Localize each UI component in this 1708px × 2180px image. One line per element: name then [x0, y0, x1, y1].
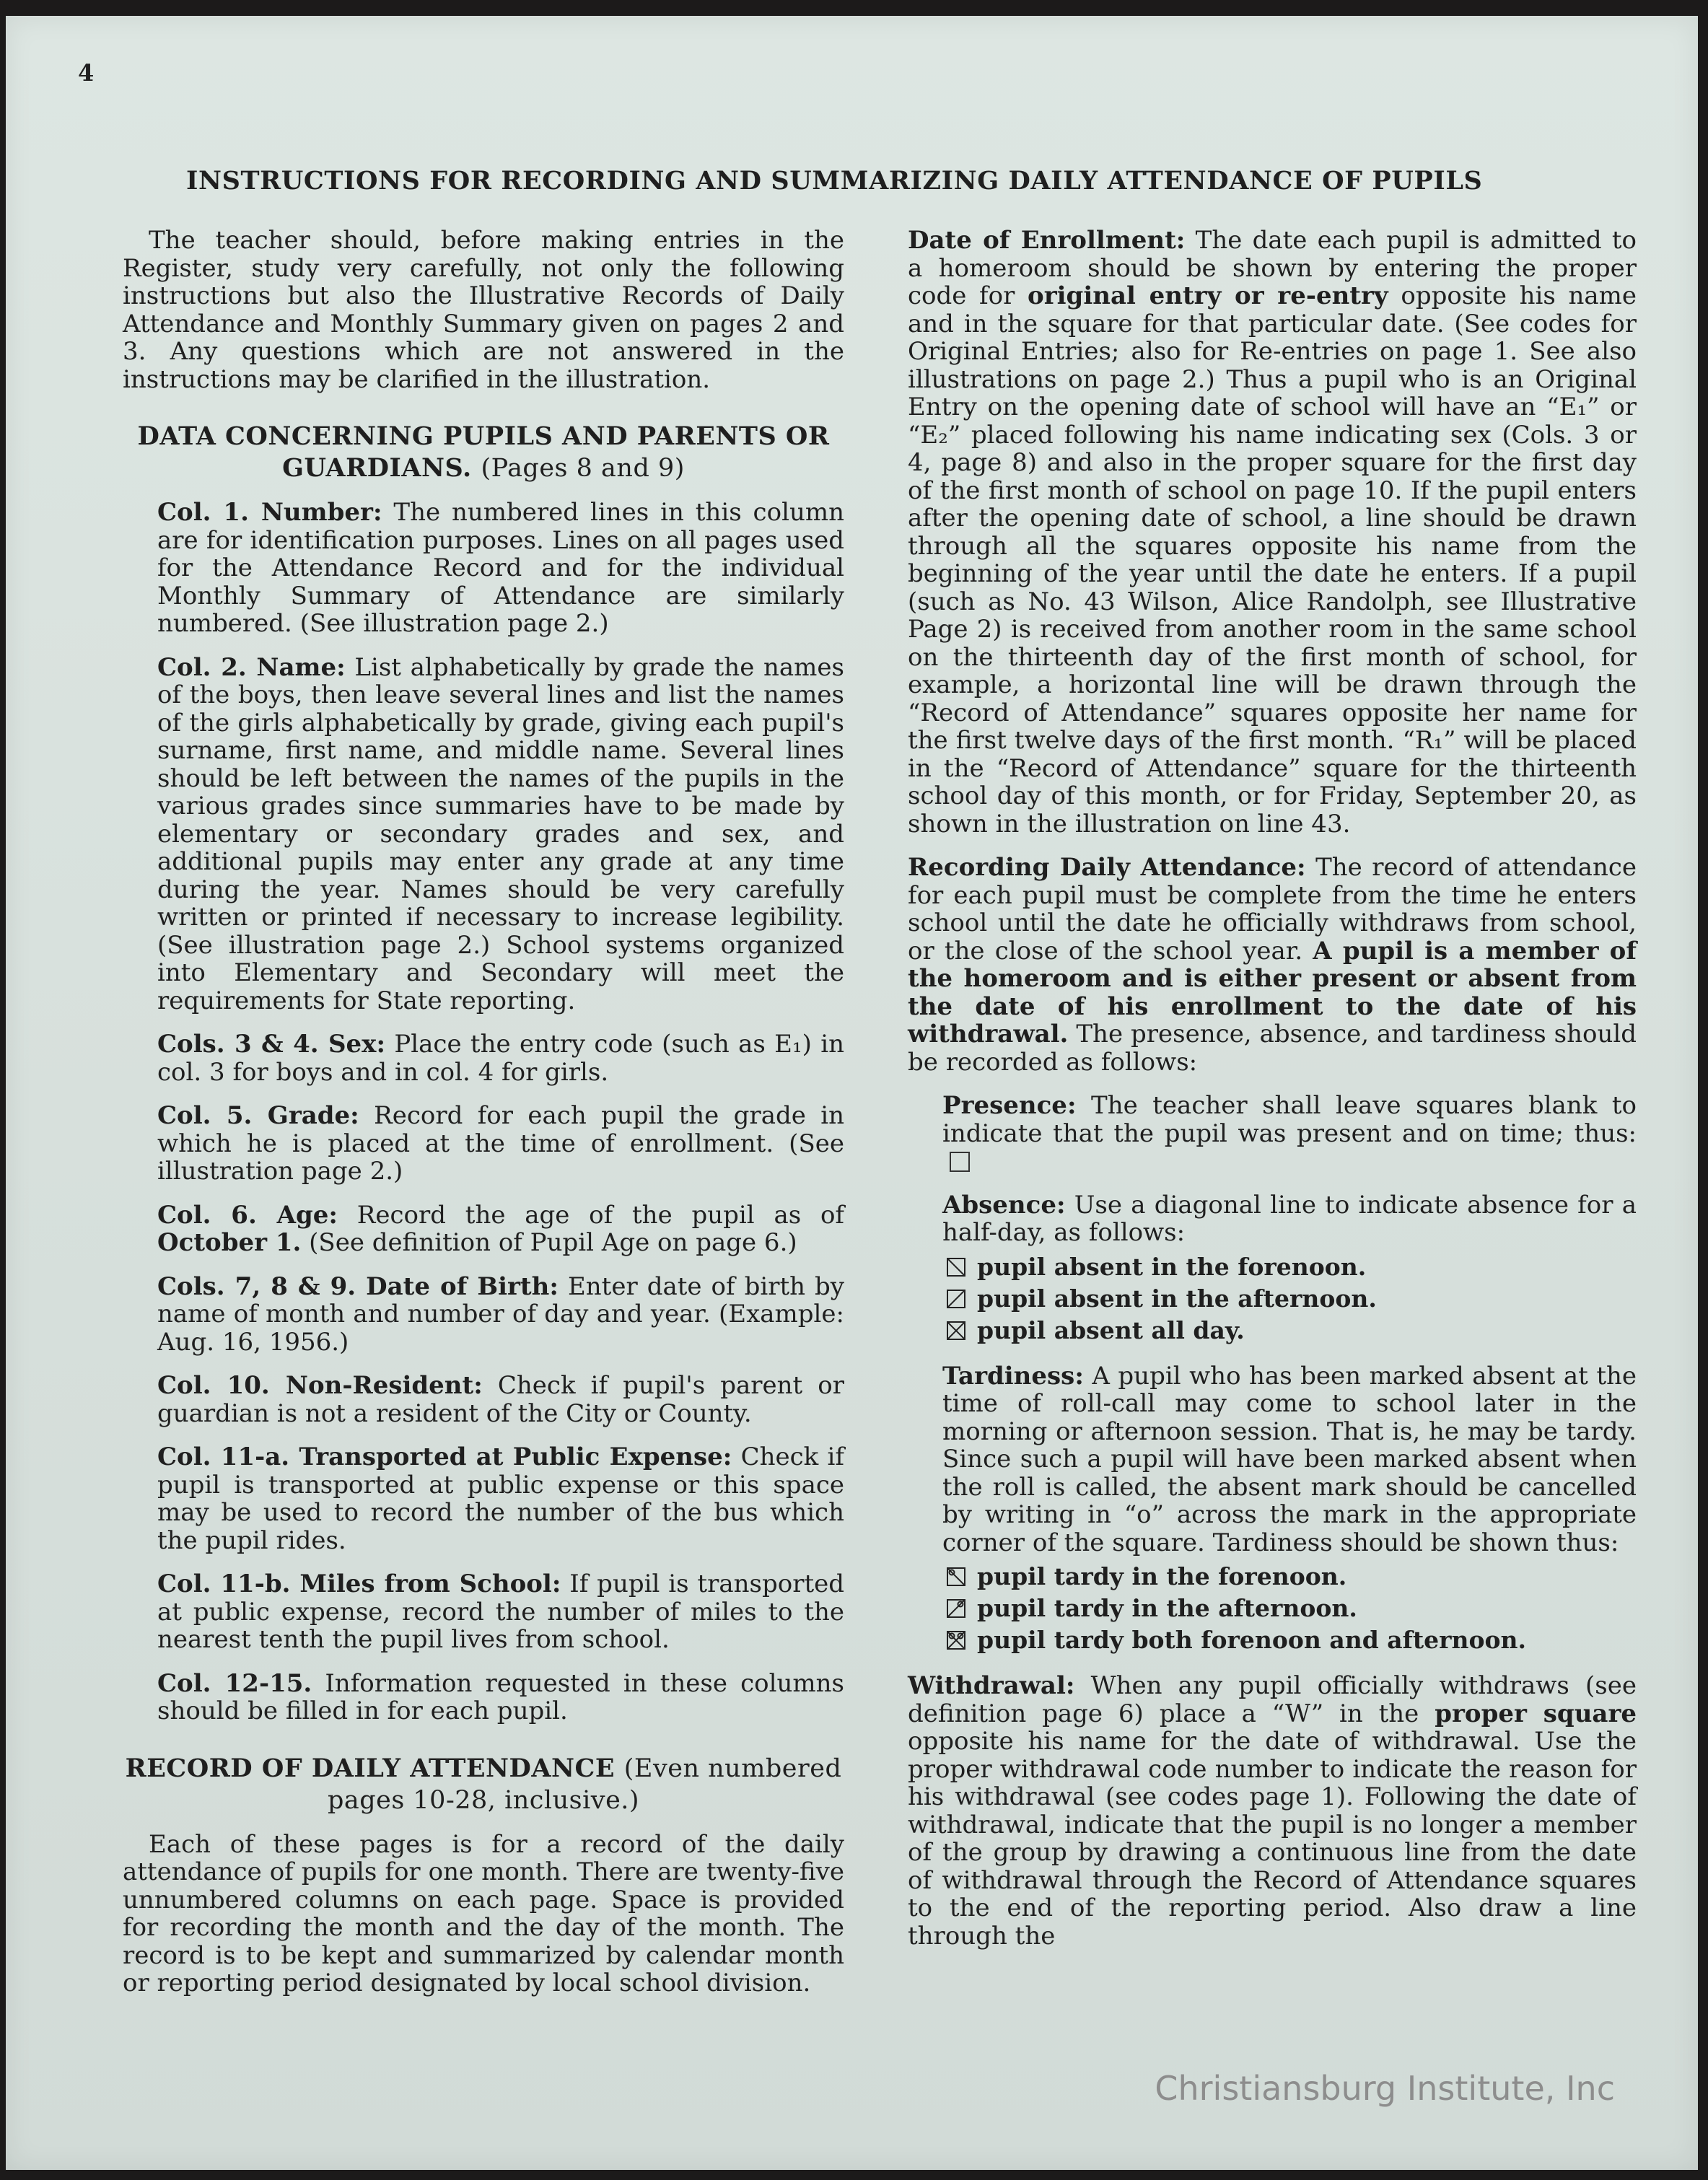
intro-paragraph: The teacher should, before making entries in the Register, study very carefully, not only the following instructions but also the Illustrative Records of Daily Attendance and Monthly Summary given on pages 2 and 3. Any questions which are not answered in the instructions may be clarified in the illustration. — [123, 226, 844, 394]
tardiness-paragraph: Tardiness: A pupil who has been marked absent at the time of roll-call may come to school later in the morning or afternoon session. That is, he may be tardy. Since such a pupil will have been marked absent when the roll is called, the absent mark should be cancelled by writing in “o” across the mark in the appropriate corner of the square. Tardiness should be shown thus: — [942, 1361, 1637, 1557]
absent-afternoon-icon — [947, 1290, 965, 1308]
section-heading-pupil-data: DATA CONCERNING PUPILS AND PARENTS OR GUARDIANS. (Pages 8 and 9) — [137, 421, 830, 483]
item-col-2: Col. 2. Name: List alphabetically by grade the names of the boys, then leave several lines and list the names of the girls alphabetically by grade, giving each pupil's surname, first name, and middle name. Several lines should be left between the names of the pupils in the various grades since summaries have to be made by elementary or secondary grades and sex, and additional pupils may enter any grade at any time during the year. Names should be very carefully written or printed if necessary to increase legibility. (See illustration page 2.) School systems organized into Elementary and Secondary will meet the requirements for State reporting. — [157, 652, 844, 1015]
empty-square-icon — [950, 1152, 970, 1172]
tardy-both-row: pupil tardy both forenoon and afternoon. — [947, 1624, 1637, 1656]
daily-attendance-paragraph: Each of these pages is for a record of the daily attendance of pupils for one month. There are twenty-five unnumbered columns on each page. Space is provided for recording the month and the day of the month. The record is to be kept and summarized by calendar month or reporting period designated by local school division. — [123, 1829, 844, 1997]
tardy-both-icon — [947, 1631, 965, 1650]
watermark: Christiansburg Institute, Inc — [1155, 2069, 1615, 2108]
item-cols-7-9: Cols. 7, 8 & 9. Date of Birth: Enter date of birth by name of month and number of day and year. (Example: Aug. 16, 1956.) — [157, 1271, 845, 1357]
absence-all-day-row: pupil absent all day. — [947, 1315, 1637, 1347]
recording-paragraph: Recording Daily Attendance: The record of attendance for each pupil must be complete from the time he enters school until the date he officially withdraws from school, or the close of the school year. A pupil is a member of the homeroom and is either present or absent from the date of his enrollment to the date of his withdrawal. The presence, absence, and tardiness should be recorded as follows: — [908, 853, 1637, 1077]
item-col-12-15: Col. 12-15. Information requested in these columns should be filled in for each pupil. — [157, 1668, 845, 1725]
absent-forenoon-icon — [947, 1258, 965, 1277]
item-col-10: Col. 10. Non-Resident: Check if pupil's parent or guardian is not a resident of the City or County. — [157, 1371, 845, 1428]
section-heading-daily-attendance: RECORD OF DAILY ATTENDANCE (Even numbered pages 10-28, inclusive.) — [125, 1753, 842, 1815]
item-col-11b: Col. 11-b. Miles from School: If pupil is transported at public expense, record the number of miles to the nearest tenth the pupil lives from school. — [157, 1570, 844, 1654]
item-col-1: Col. 1. Number: The numbered lines in this column are for identification purposes. Lines on all pages used for the Attendance Record and for the individual Monthly Summary of Attendance are similarly numbered. (See illustration page 2.) — [157, 498, 844, 638]
withdrawal-paragraph: Withdrawal: When any pupil officially withdraws (see definition page 6) place a “W” in the proper square opposite his name for the date of withdrawal. Use the proper withdrawal code number to indicate the reason for his withdrawal (see codes page 1). Following the date of withdrawal, indicate that the pupil is no longer a member of the group by drawing a continuous line from the date of withdrawal through the Record of Attendance squares to the end of the reporting period. Also draw a line through the — [908, 1671, 1637, 1951]
page-title: INSTRUCTIONS FOR RECORDING AND SUMMARIZING DAILY ATTENDANCE OF PUPILS — [186, 166, 1483, 196]
tardy-afternoon-icon — [947, 1599, 965, 1618]
document-page — [6, 16, 1698, 2170]
right-column — [908, 227, 1637, 1966]
absence-forenoon-row: pupil absent in the forenoon. — [947, 1251, 1637, 1283]
item-col-5: Col. 5. Grade: Record for each pupil the grade in which he is placed at the time of enrollment. (See illustration page 2.) — [157, 1101, 844, 1186]
tardy-afternoon-row: pupil tardy in the afternoon. — [947, 1593, 1637, 1624]
left-column — [123, 227, 844, 2013]
tardy-forenoon-icon — [947, 1567, 965, 1586]
item-col-6: Col. 6. Age: Record the age of the pupil as of October 1. (See definition of Pupil Age on page 6.) — [157, 1200, 844, 1257]
item-cols-3-4: Cols. 3 & 4. Sex: Place the entry code (such as E₁) in col. 3 for boys and in col. 4 for girls. — [157, 1030, 844, 1087]
page-number: 4 — [78, 59, 95, 87]
enrollment-paragraph: Date of Enrollment: The date each pupil is admitted to a homeroom should be shown by entering the proper code for original entry or re-entry opposite his name and in the square for that particular date. (See codes for Original Entries; also for Re-entries on page 1. See also illustrations on page 2.) Thus a pupil who is an Original Entry on the opening date of school will have an “E₁” or “E₂” placed following his name indicating sex (Cols. 3 or 4, page 8) and also in the proper square for the first day of the first month of school on page 10. If the pupil enters after the opening date of school, a line should be drawn through all the squares opposite his name from the beginning of the year until the date he enters. If a pupil (such as No. 43 Wilson, Alice Randolph, see Illustrative Page 2) is received from another room in the same school on the thirteenth day of the first month of school, for example, a horizontal line will be drawn through the “Record of Attendance” squares opposite her name for the first twelve days of the first month. “R₁” will be placed in the “Record of Attendance” square for the thirteenth school day of this month, or for Friday, September 20, as shown in the illustration on line 43. — [908, 226, 1637, 839]
presence-paragraph: Presence: The teacher shall leave squares blank to indicate that the pupil was present and on time; thus: — [942, 1092, 1637, 1176]
absence-paragraph: Absence: Use a diagonal line to indicate absence for a half-day, as follows: — [942, 1190, 1637, 1247]
absence-afternoon-row: pupil absent in the afternoon. — [947, 1283, 1637, 1315]
absent-all-day-icon — [947, 1321, 965, 1340]
item-col-11a: Col. 11-a. Transported at Public Expense: Check if pupil is transported at public expense or this space may be used to record the number of the bus which the pupil rides. — [157, 1443, 844, 1555]
tardy-forenoon-row: pupil tardy in the forenoon. — [947, 1561, 1637, 1593]
